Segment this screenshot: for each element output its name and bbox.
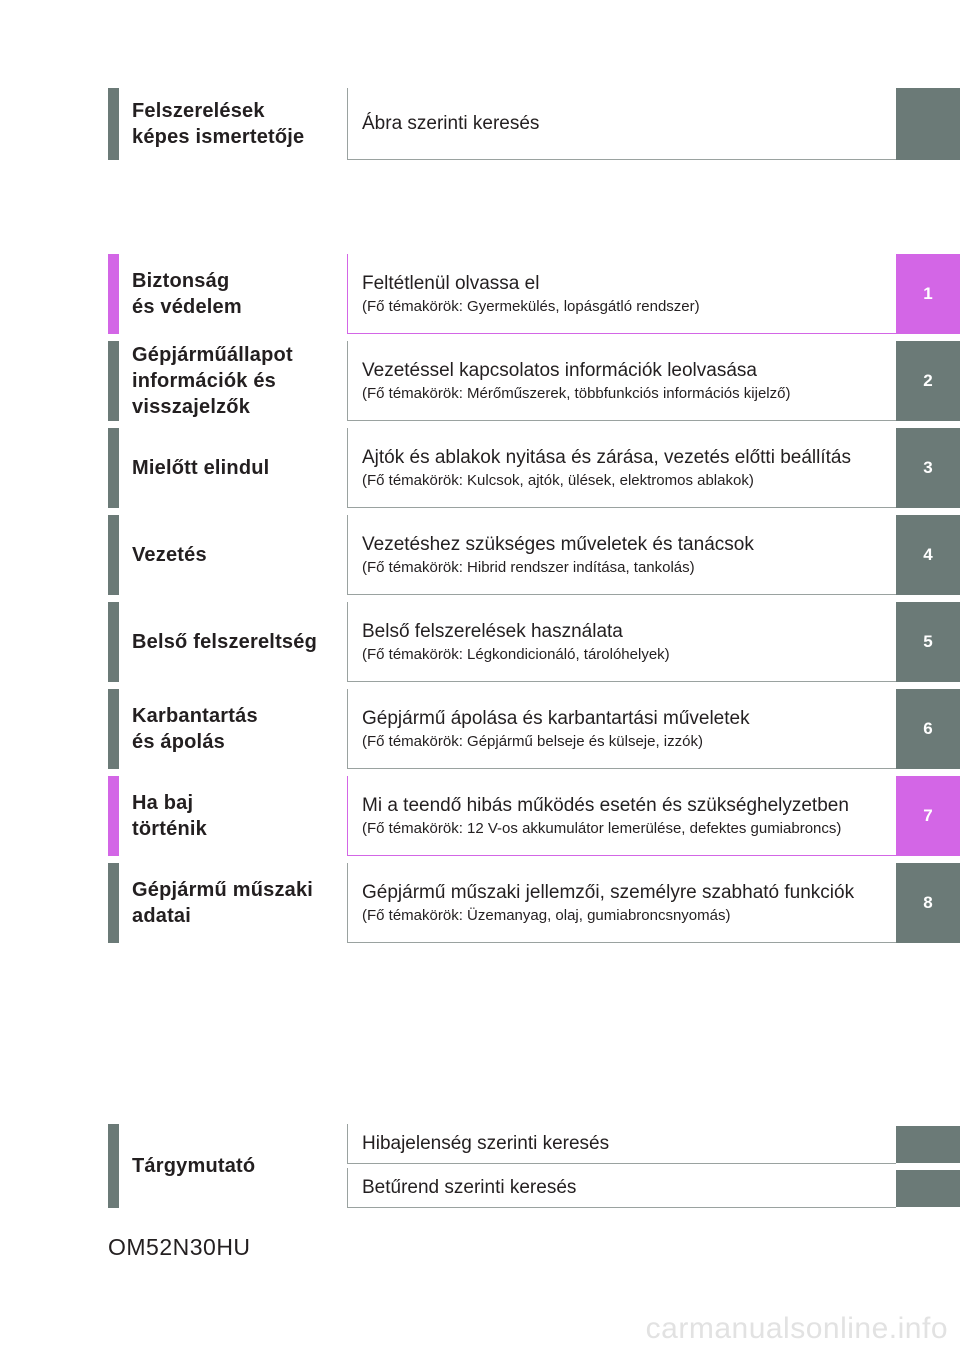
- chapter-description: Vezetéssel kapcsolatos információk leolvasása: [362, 360, 757, 381]
- chapter-description-box: [347, 428, 896, 508]
- chapter-topics: (Fő témakörök: Légkondicionáló, tárolóhelyek): [362, 646, 670, 663]
- chapter-row-6[interactable]: [108, 689, 960, 769]
- chapter-title: Ha baj történik: [132, 792, 207, 840]
- index-tab-alphabetical-search[interactable]: [896, 1170, 960, 1207]
- overview-title: Felszerelések képes ismertetője: [132, 100, 305, 148]
- chapter-row-1[interactable]: [108, 254, 960, 334]
- chapter-tab-5[interactable]: 5: [896, 602, 960, 682]
- chapter-side-bar: [108, 254, 119, 334]
- chapter-tab-2[interactable]: 2: [896, 341, 960, 421]
- index-item-alphabetical-search[interactable]: [347, 1168, 896, 1208]
- chapter-row-7[interactable]: [108, 776, 960, 856]
- overview-side-bar: [108, 88, 119, 160]
- chapter-topics: (Fő témakörök: Hibrid rendszer indítása, tankolás): [362, 559, 695, 576]
- index-item-label: Hibajelenség szerinti keresés: [362, 1132, 610, 1154]
- document-code: OM52N30HU: [108, 1234, 251, 1260]
- chapter-row-3[interactable]: [108, 428, 960, 508]
- overview-description-box: [347, 88, 896, 160]
- chapter-description-box: [347, 863, 896, 943]
- index-tab-symptom-search[interactable]: [896, 1126, 960, 1163]
- index-item-label: Betűrend szerinti keresés: [362, 1176, 577, 1198]
- chapter-description: Feltétlenül olvassa el: [362, 273, 540, 294]
- chapter-description-box: [347, 254, 896, 334]
- chapter-description: Gépjármű ápolása és karbantartási műveletek: [362, 708, 750, 729]
- chapter-tab-1[interactable]: 1: [896, 254, 960, 334]
- index-item-symptom-search[interactable]: [347, 1124, 896, 1164]
- chapter-row-8[interactable]: [108, 863, 960, 943]
- chapter-description-box: [347, 689, 896, 769]
- chapter-row-4[interactable]: [108, 515, 960, 595]
- chapter-row-5[interactable]: [108, 602, 960, 682]
- chapter-title: Biztonság és védelem: [132, 270, 242, 318]
- chapter-title: Gépjárműállapot információk és visszajelzők: [132, 344, 293, 418]
- chapter-side-bar: [108, 341, 119, 421]
- chapter-tab-8[interactable]: 8: [896, 863, 960, 943]
- chapter-description-box: [347, 776, 896, 856]
- chapter-description: Belső felszerelések használata: [362, 621, 623, 642]
- chapter-side-bar: [108, 776, 119, 856]
- chapter-side-bar: [108, 689, 119, 769]
- chapter-tab-3[interactable]: 3: [896, 428, 960, 508]
- chapter-title: Vezetés: [132, 544, 207, 566]
- chapter-side-bar: [108, 515, 119, 595]
- chapter-description: Vezetéshez szükséges műveletek és tanácsok: [362, 534, 754, 555]
- chapter-row-2[interactable]: [108, 341, 960, 421]
- overview-row[interactable]: [108, 88, 960, 160]
- chapter-description-box: [347, 341, 896, 421]
- chapter-topics: (Fő témakörök: Gépjármű belseje és külseje, izzók): [362, 733, 703, 750]
- chapter-topics: (Fő témakörök: Gyermekülés, lopásgátló rendszer): [362, 298, 700, 315]
- chapter-side-bar: [108, 602, 119, 682]
- chapter-title: Karbantartás és ápolás: [132, 705, 258, 753]
- chapter-side-bar: [108, 428, 119, 508]
- chapter-description: Mi a teendő hibás működés esetén és szükséghelyzetben: [362, 795, 849, 816]
- chapter-topics: (Fő témakörök: Kulcsok, ajtók, ülések, elektromos ablakok): [362, 472, 754, 489]
- index-side-bar: [108, 1124, 119, 1208]
- chapter-topics: (Fő témakörök: Üzemanyag, olaj, gumiabroncsnyomás): [362, 907, 731, 924]
- chapter-title: Mielőtt elindul: [132, 457, 270, 479]
- overview-tab[interactable]: [896, 88, 960, 160]
- index-row: [108, 1124, 960, 1208]
- chapter-description: Gépjármű műszaki jellemzői, személyre szabható funkciók: [362, 882, 855, 903]
- chapter-description-box: [347, 515, 896, 595]
- watermark: carmanualsonline.info: [645, 1312, 948, 1345]
- chapter-side-bar: [108, 863, 119, 943]
- chapter-description-box: [347, 602, 896, 682]
- chapter-title: Gépjármű műszaki adatai: [132, 879, 314, 927]
- chapter-title: Belső felszereltség: [132, 631, 317, 653]
- chapter-description: Ajtók és ablakok nyitása és zárása, vezetés előtti beállítás: [362, 447, 851, 468]
- chapter-tab-7[interactable]: 7: [896, 776, 960, 856]
- chapter-topics: (Fő témakörök: Mérőműszerek, többfunkciós információs kijelző): [362, 385, 791, 402]
- chapter-topics: (Fő témakörök: 12 V-os akkumulátor lemerülése, defektes gumiabroncs): [362, 820, 842, 837]
- overview-description: Ábra szerinti keresés: [362, 113, 540, 134]
- index-title: Tárgymutató: [132, 1155, 256, 1177]
- chapter-tab-6[interactable]: 6: [896, 689, 960, 769]
- chapter-tab-4[interactable]: 4: [896, 515, 960, 595]
